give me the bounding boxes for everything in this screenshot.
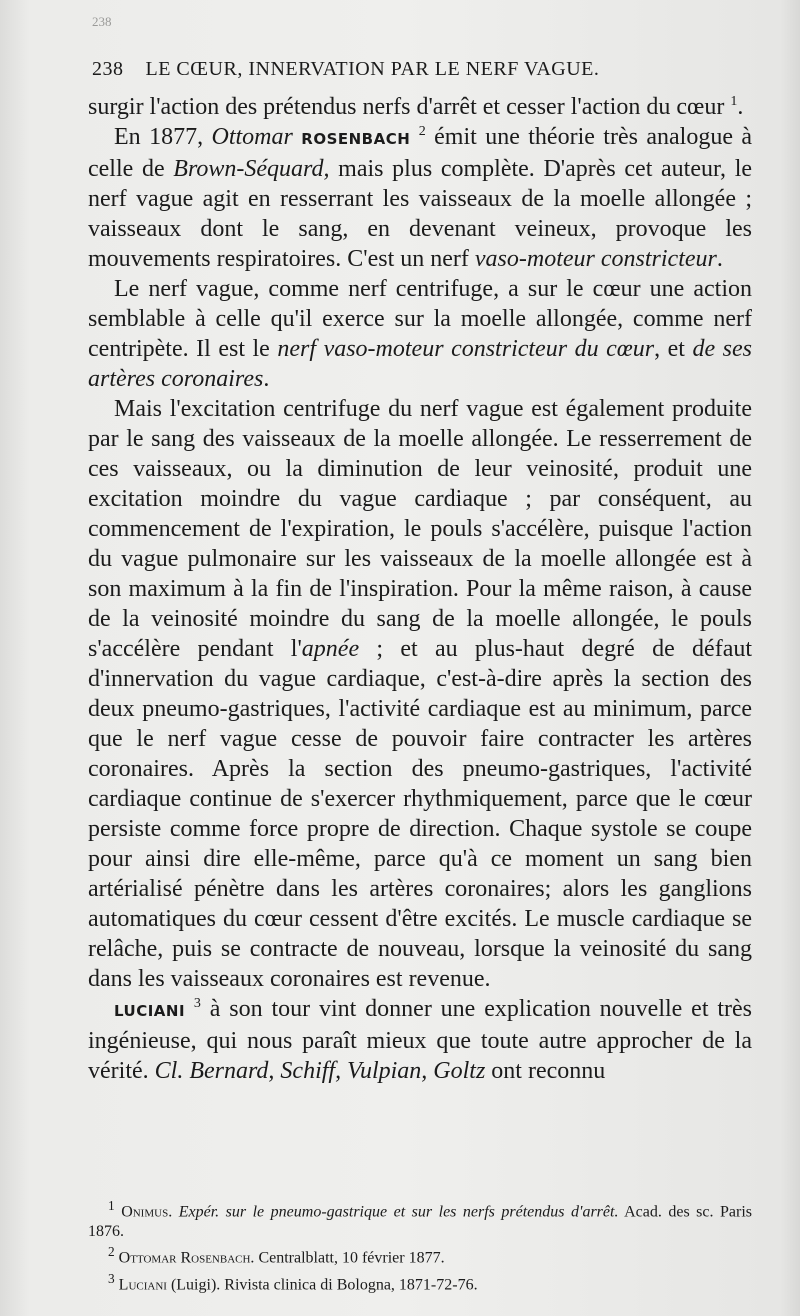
footnote-ref-2: 2	[418, 124, 426, 139]
paragraph-2	[88, 122, 752, 274]
footnote-3-source: (Luigi). Rivista clinica di Bologna, 1871-72-76.	[170, 1275, 478, 1293]
brown-sequard: Brown-Séquard,	[173, 156, 330, 182]
footnote-3-author: Luciani	[118, 1275, 167, 1293]
footnote-1-source: Acad. des sc. Paris 1876.	[88, 1203, 753, 1241]
footnote-3	[88, 1269, 752, 1295]
page-number: 238	[92, 58, 124, 80]
paragraph-4-text-a: Mais l'excitation centrifuge du nerf vague est également produite par le sang des vaisseaux de la moelle allongée. Le resserrement de ces vaisseaux, ou la diminution de leur veinosité, produit une excitation moindre du vague cardiaque ; par conséquent, au commencement de l'expiration, le pouls s'accélère, puisque l'action du vague pulmonaire sur les vaisseaux de la moelle allongée est à son maximum à la fin de l'inspiration. Pour la même raison, à cause de la veinosité moindre du sang de la moelle allongée, le pouls s'accélère pendant l'	[88, 396, 752, 662]
footnote-3-mark: 3	[108, 1270, 115, 1286]
arteres-coronaires-term: de ses artères coronaires	[88, 336, 753, 392]
footnote-2-author: Ottomar Rosenbach.	[118, 1249, 255, 1267]
paragraph-4-text-b: ; et au plus-haut degré de défaut d'innervation du vague cardiaque, c'est-à-dire après la section des deux pneumo-gastriques, l'activité cardiaque est au minimum, parce que le nerf vague cesse de pouvoir faire contracter les artères coronaires. Après la section des pneumo-gastriques, l'activité cardiaque continue de s'exercer rhythmiquement, parce que le cœur persiste comme force propre de direction. Chaque systole se coupe pour ainsi dire elle-même, parce qu'à ce moment un sang bien artérialisé pénètre dans les artères coronaires; alors les ganglions automatiques du cœur cessent d'être excités. Le muscle cardiaque se relâche, puis se contracte de nouveau, lorsque la veinosité du sang dans les vaisseaux coronaires est revenue.	[88, 636, 753, 992]
footnote-ref-1: 1	[730, 94, 738, 109]
paragraph-2-end: .	[716, 246, 723, 272]
paragraph-3-text-a: Le nerf vague, comme nerf centrifuge, a sur le cœur une action semblable à celle qu'il exerce sur la moelle allongée, comme nerf centripète. Il est le	[88, 276, 752, 362]
paragraph-4	[88, 394, 752, 994]
footnote-ref-3: 3	[193, 996, 201, 1011]
nerf-vaso-moteur-term: nerf vaso-moteur constricteur du cœur	[277, 336, 655, 362]
running-title: LE CŒUR, INNERVATION PAR LE NERF VAGUE.	[145, 58, 600, 80]
paragraph-3-end: .	[263, 366, 270, 392]
footnote-1-title: Expér. sur le pneumo-gastrique et sur les nerfs prétendus d'arrêt.	[178, 1203, 619, 1221]
footnotes	[88, 1196, 752, 1295]
paragraph-3	[88, 274, 752, 394]
paragraph-3-text-b: , et	[654, 336, 685, 362]
footnote-1	[88, 1196, 752, 1242]
paragraph-1	[88, 92, 752, 122]
paragraph-1-text: surgir l'action des prétendus nerfs d'arrêt et cesser l'action du cœur	[88, 94, 725, 120]
footnote-2-source: Centralblatt, 10 février 1877.	[258, 1249, 445, 1267]
footnote-2-mark: 2	[108, 1244, 115, 1260]
paragraph-2-start: En 1877,	[114, 124, 204, 150]
cited-authors: Cl. Bernard, Schiff, Vulpian, Goltz	[154, 1058, 486, 1084]
running-header	[92, 58, 752, 81]
paragraph-5-text-a: à son tour vint donner une explication nouvelle et très ingénieuse, qui nous paraît mieux que toute autre approcher de la vérité.	[88, 996, 753, 1084]
paragraph-1-end: .	[737, 94, 744, 120]
paragraph-2-text-b: mais plus complète. D'après cet auteur, le nerf vague agit en resserrant les vaisseaux de la moelle allongée ; vaisseaux dont le sang, en devenant veineux, provoque les mouvements respiratoires. C'est un nerf	[88, 156, 753, 272]
apnee-term: apnée	[301, 636, 360, 662]
vaso-moteur-term: vaso-moteur constricteur	[474, 246, 717, 272]
footnote-1-author: Onimus.	[121, 1203, 173, 1221]
footnote-2	[88, 1242, 752, 1268]
author-luciani: LUCIANI	[114, 1002, 186, 1020]
footnote-1-mark: 1	[108, 1198, 115, 1213]
faint-page-number: 238	[92, 14, 112, 29]
paragraph-2-text-a: émit une théorie très analogue à celle de	[88, 124, 753, 182]
main-text	[88, 92, 752, 1086]
author-first-name: Ottomar	[211, 124, 293, 150]
paragraph-5-text-b: ont reconnu	[491, 1058, 606, 1084]
paragraph-5	[88, 994, 752, 1086]
author-rosenbach: ROSENBACH	[301, 130, 411, 148]
